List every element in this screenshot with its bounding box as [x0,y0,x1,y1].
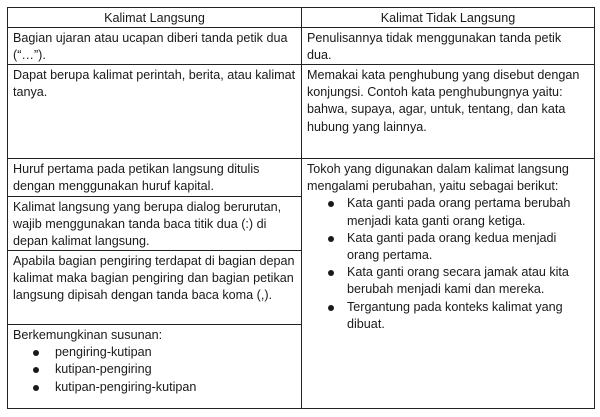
left-row-5 [8,252,301,305]
row-divider-2 [7,158,595,159]
left-row-6-intro: Berkemungkinan susunan: [13,328,163,342]
pronoun-change-list [307,195,589,333]
bullet-icon [328,201,334,207]
left-row-4-text: Kalimat langsung yang berupa dialog berurutan, wajib menggunakan tanda baca titik dua (:) di depan kalimat langsung. [13,200,282,249]
right-row-2-text: Memakai kata penghubung yang disebut dengan konjungsi. Contoh kata penghubungnya yaitu: bahwa, supaya, agar, untuk, tentang, dan kata hubung yang lainnya. [307,68,580,134]
bullet-icon [328,236,334,242]
list-item-text: Kata ganti pada orang kedua menjadi orang pertama. [347,230,557,263]
left-row-1-text: Bagian ujaran atau ucapan diberi tanda petik dua (“…”). [13,31,288,63]
left-row-1 [8,29,301,64]
list-item-text: Kata ganti pada orang pertama berubah menjadi kata ganti orang ketiga. [347,196,571,228]
left-row-3-text: Huruf pertama pada petikan langsung ditulis dengan menggunakan huruf kapital. [13,162,260,194]
list-item [13,379,296,396]
left-row-2 [8,66,301,101]
list-item [13,361,296,378]
left-row-3 [8,160,301,195]
list-item-text: Tergantung pada konteks kalimat yang dibuat. [347,299,563,331]
right-row-1 [302,29,594,64]
arrangement-list [13,344,296,396]
right-row-3 [302,160,594,333]
bullet-icon [33,385,39,391]
bullet-icon [328,305,334,311]
bullet-icon [328,270,334,276]
left-row-4 [8,198,301,251]
right-row-1-text: Penulisannya tidak menggunakan tanda petik dua. [307,31,562,63]
list-item [307,264,589,298]
list-item-text: pengiring-kutipan [55,345,152,360]
header-kalimat-langsung: Kalimat Langsung [104,11,205,25]
bullet-icon [33,367,39,373]
list-item [307,230,589,264]
list-item-text: kutipan-pengiring [55,362,152,377]
list-item [307,299,589,333]
list-item-text: Kata ganti orang secara jamak atau kita berubah menjadi kami dan mereka. [347,265,569,297]
list-item-text: kutipan-pengiring-kutipan [55,379,197,394]
list-item [13,344,296,361]
left-row-divider-5 [7,324,301,325]
bullet-icon [33,350,39,356]
right-row-2 [302,66,594,136]
right-row-3-intro: Tokoh yang digunakan dalam kalimat langsung mengalami perubahan, yaitu sebagai berikut: [307,162,569,194]
header-kalimat-tidak-langsung: Kalimat Tidak Langsung [380,11,516,25]
left-row-divider-3 [7,196,301,197]
left-row-2-text: Dapat berupa kalimat perintah, berita, atau kalimat tanya. [13,68,296,100]
list-item [307,195,589,229]
left-row-5-text: Apabila bagian pengiring terdapat di bagian depan kalimat maka bagian pengiring dan bagian petikan langsung dipisah dengan tanda baca koma (,). [13,254,295,303]
left-row-6 [8,326,301,396]
